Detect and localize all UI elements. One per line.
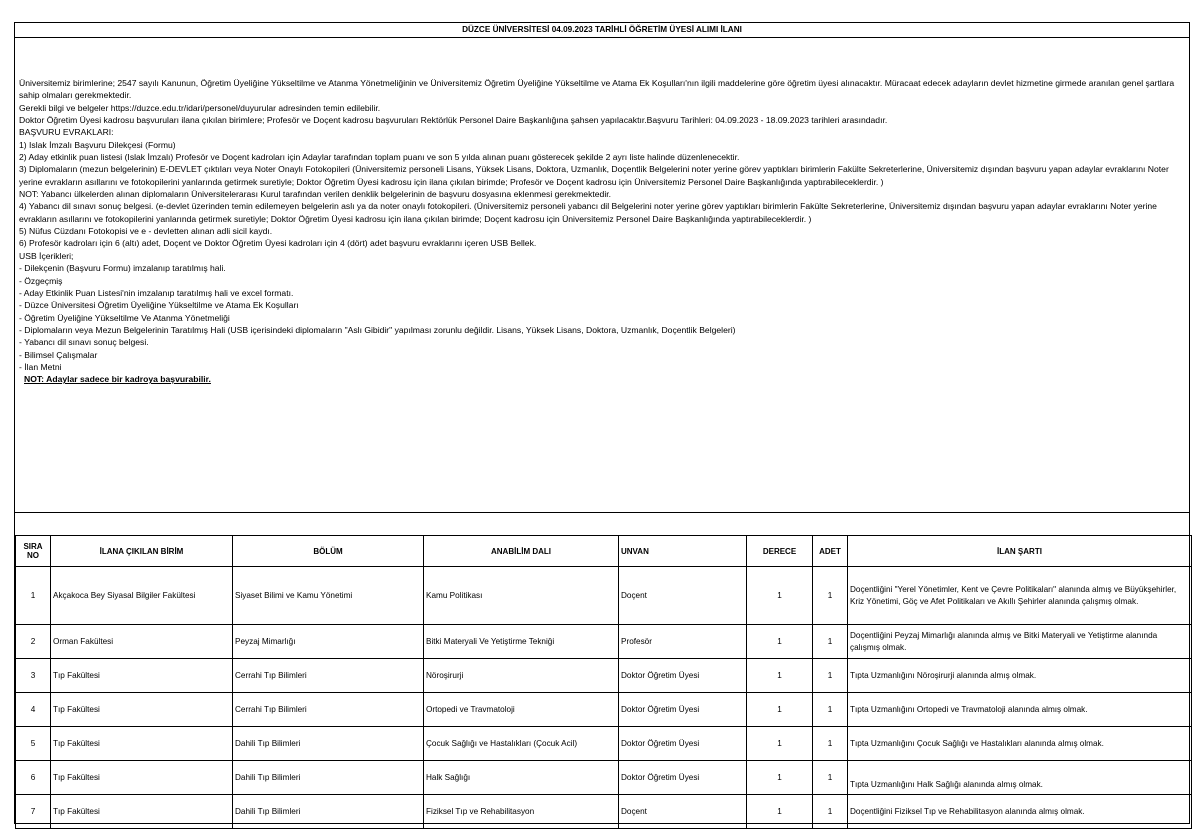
table-row (16, 727, 1192, 761)
cell-derece: 1 (747, 761, 813, 795)
header-adet: ADET (813, 536, 848, 567)
cell-adet: 1 (813, 761, 848, 795)
table-row (16, 567, 1192, 625)
cell-birim: Tıp Fakültesi (51, 659, 233, 693)
cell-unvan: Doktor Öğretim Üyesi (619, 727, 747, 761)
usb-item: - Düzce Üniversitesi Öğretim Üyeliğine Yükseltilme ve Atama Ek Koşulları (19, 300, 299, 311)
header-unvan: UNVAN (619, 536, 747, 567)
cell-birim: Tıp Fakültesi (51, 693, 233, 727)
cell-ilan-sarti: Doçentliğini Fiziksel Tıp ve Rehabilitasyon alanında almış olmak. (848, 795, 1192, 829)
usb-item: - Yabancı dil sınavı sonuç belgesi. (19, 337, 149, 348)
cell-bolum: Dahili Tıp Bilimleri (233, 727, 424, 761)
usb-item: - Dilekçenin (Başvuru Formu) imzalanıp taratılmış hali. (19, 263, 226, 274)
cell-ilan-sarti: Tıpta Uzmanlığını Çocuk Sağlığı ve Hastalıkları alanında almış olmak. (848, 727, 1192, 761)
document-item-6: 6) Profesör kadroları için 6 (altı) adet, Doçent ve Doktor Öğretim Üyesi kadroları için 4 (dört) adet başvuru evraklarını içeren USB Bellek. (19, 238, 537, 249)
cell-unvan: Doçent (619, 567, 747, 625)
usb-item: - Özgeçmiş (19, 275, 63, 286)
cell-birim: Tıp Fakültesi (51, 795, 233, 829)
cell-birim: Tıp Fakültesi (51, 761, 233, 795)
table-row (16, 693, 1192, 727)
document-item-2: 2) Aday etkinlik puan listesi (Islak İmzalı) Profesör ve Doçent kadroları için Adaylar tarafından toplam puanı ve son 5 yılda alınan puanı gösterecek şekilde 2 ayrı liste halinde düzenlenecektir. (19, 152, 740, 163)
cell-sira: 1 (16, 567, 51, 625)
header-derece: DERECE (747, 536, 813, 567)
document-item-4: 4) Yabancı dil sınavı sonuç belgesi. (e-devlet üzerinden temin edilemeyen belgelerin aslı ya da noter onaylı fotokopileri. (Üniversitemiz personeli yabancı dil Belgelerini noter yerine görev yaptıkları birimlerin Fakülte Sekreterlerine, Üniversitemiz dışından başvuru yapan adaylar evraklarını Noter yerine evrakların asıllarını ve fotokopilerini yanlarında getirmek suretiyle; Doktor Öğretim Üyesi kadrosu için ilana çıkılan birimde; Doçent kadrosu için Üniversitemiz Personel Daire Başkanlığında yaptırabileceklerdir. ) (19, 201, 1157, 224)
usb-item: - Bilimsel Çalışmalar (19, 349, 98, 360)
usb-contents-heading: USB İçerikleri; (19, 250, 74, 261)
cell-anabilim: Bitki Materyali Ve Yetiştirme Tekniği (424, 625, 619, 659)
cell-ilan-sarti: Doçentliğini "Yerel Yönetimler, Kent ve Çevre Politikaları" alanında almış ve Büyükşehirler, Kriz Yönetimi, Göç ve Afet Politikaları ve Akıllı Şehirler alanında çalışmış olmak. (848, 567, 1192, 625)
positions-table (15, 535, 1192, 829)
cell-unvan: Doktor Öğretim Üyesi (619, 693, 747, 727)
cell-bolum: Dahili Tıp Bilimleri (233, 795, 424, 829)
cell-adet: 1 (813, 693, 848, 727)
cell-adet: 1 (813, 659, 848, 693)
cell-derece: 1 (747, 659, 813, 693)
cell-sira: 4 (16, 693, 51, 727)
table-row (16, 625, 1192, 659)
cell-derece: 1 (747, 625, 813, 659)
cell-adet: 1 (813, 625, 848, 659)
paragraph-application-dates: Doktor Öğretim Üyesi kadrosu başvuruları ilana çıkılan birimlere; Profesör ve Doçent kadrosu başvuruları Rektörlük Personel Daire Başkanlığına şahsen yapılacaktır.Başvuru Tarihleri: 04.09.2023 - 18.09.2023 tarihleri arasındadır. (19, 115, 888, 126)
cell-sira: 7 (16, 795, 51, 829)
announcement-sheet (14, 22, 1190, 824)
table-row (16, 659, 1192, 693)
cell-derece: 1 (747, 727, 813, 761)
cell-anabilim: Nöroşirurji (424, 659, 619, 693)
usb-item: - Diplomaların veya Mezun Belgelerinin Taratılmış Hali (USB içerisindeki diplomaların "Aslı Gibidir" yapılması zorunlu değildir. Lisans, Yüksek Lisans, Doktora, Uzmanlık, Doçentlik Belgeleri) (19, 324, 736, 335)
cell-ilan-sarti: Tıpta Uzmanlığını Halk Sağlığı alanında almış olmak. (848, 761, 1192, 795)
cell-anabilim: Çocuk Sağlığı ve Hastalıkları (Çocuk Acil) (424, 727, 619, 761)
header-sira-no: SIRA NO (16, 536, 51, 567)
table-header-row (16, 536, 1192, 567)
cell-derece: 1 (747, 795, 813, 829)
cell-sira: 5 (16, 727, 51, 761)
cell-sira: 3 (16, 659, 51, 693)
cell-sira: 6 (16, 761, 51, 795)
cell-birim: Akçakoca Bey Siyasal Bilgiler Fakültesi (51, 567, 233, 625)
cell-anabilim: Halk Sağlığı (424, 761, 619, 795)
cell-ilan-sarti: Tıpta Uzmanlığını Ortopedi ve Travmatoloji alanında almış olmak. (848, 693, 1192, 727)
announcement-body (19, 77, 1183, 386)
header-birim: İLANA ÇIKILAN BİRİM (51, 536, 233, 567)
cell-ilan-sarti: Doçentliğini Peyzaj Mimarlığı alanında almış ve Bitki Materyali ve Yetiştirme alanında çalışmış olmak. (848, 625, 1192, 659)
cell-unvan: Doktor Öğretim Üyesi (619, 761, 747, 795)
cell-anabilim: Ortopedi ve Travmatoloji (424, 693, 619, 727)
cell-derece: 1 (747, 567, 813, 625)
table-row (16, 761, 1192, 795)
header-anabilim: ANABİLİM DALI (424, 536, 619, 567)
cell-unvan: Profesör (619, 625, 747, 659)
documents-heading: BAŞVURU EVRAKLARI: (19, 127, 114, 138)
header-bolum: BÖLÜM (233, 536, 424, 567)
header-ilan-sarti: İLAN ŞARTI (848, 536, 1192, 567)
note-foreign-diplomas: NOT: Yabancı ülkelerden alınan diplomaların Üniversitelerarası Kurul tarafından verilen denklik belgelerinin de başvuru dosyasına eklenmesi gerekmektedir. (19, 189, 612, 200)
document-item-5: 5) Nüfus Cüzdanı Fotokopisi ve e - devletten alınan adli sicil kaydı. (19, 226, 273, 237)
cell-bolum: Cerrahi Tıp Bilimleri (233, 693, 424, 727)
document-item-3: 3) Diplomaların (mezun belgelerinin) E-DEVLET çıktıları veya Noter Onaylı Fotokopileri (Üniversitemiz personeli Lisans, Yüksek Lisans, Doktora, Uzmanlık, Doçentlik Belgelerini noter yerine görev yaptıkları birimlerin Fakülte Sekreterlerine, Üniversitemiz dışından başvuru yapan adaylar evraklarını Noter yerine evrakların asıllarını ve fotokopilerini yanlarında getirmek suretiyle; Doktor Öğretim Üyesi kadrosu için ilana çıkılan birimde; Profesör ve Doçent kadrosu için Üniversitemiz Personel Daire Başkanlığında yaptırabileceklerdir. ) (19, 164, 1169, 187)
final-note: NOT: Adaylar sadece bir kadroya başvurabilir. (24, 374, 211, 385)
document-item-1: 1) Islak İmzalı Başvuru Dilekçesi (Formu) (19, 139, 176, 150)
cell-birim: Orman Fakültesi (51, 625, 233, 659)
paragraph-info-link: Gerekli bilgi ve belgeler https://duzce.edu.tr/idari/personel/duyurular adresinden temin edilebilir. (19, 102, 381, 113)
cell-birim: Tıp Fakültesi (51, 727, 233, 761)
cell-anabilim: Fiziksel Tıp ve Rehabilitasyon (424, 795, 619, 829)
cell-unvan: Doktor Öğretim Üyesi (619, 659, 747, 693)
cell-bolum: Dahili Tıp Bilimleri (233, 761, 424, 795)
cell-ilan-sarti: Tıpta Uzmanlığını Nöroşirurji alanında almış olmak. (848, 659, 1192, 693)
cell-unvan: Doçent (619, 795, 747, 829)
cell-anabilim: Kamu Politikası (424, 567, 619, 625)
section-divider (15, 512, 1189, 513)
cell-derece: 1 (747, 693, 813, 727)
usb-item: - Öğretim Üyeliğine Yükseltilme Ve Atanma Yönetmeliği (19, 312, 230, 323)
usb-item: - İlan Metni (19, 361, 62, 372)
cell-bolum: Siyaset Bilimi ve Kamu Yönetimi (233, 567, 424, 625)
cell-adet: 1 (813, 567, 848, 625)
cell-bolum: Cerrahi Tıp Bilimleri (233, 659, 424, 693)
cell-bolum: Peyzaj Mimarlığı (233, 625, 424, 659)
usb-item: - Aday Etkinlik Puan Listesi'nin imzalanıp taratılmış hali ve excel formatı. (19, 287, 294, 298)
cell-adet: 1 (813, 727, 848, 761)
paragraph-intro: Üniversitemiz birimlerine; 2547 sayılı Kanunun, Öğretim Üyeliğine Yükseltilme ve Atanma Yönetmeliğinin ve Üniversitemiz Öğretim Üyeliğine Yükseltilme ve Atama Ek Koşulları'nın ilgili maddelerine göre öğretim üyesi alınacaktır. Müracaat edecek adayların devlet hizmetine girmede aranılan genel şartlara sahip olmaları gerekmektedir. (19, 78, 1175, 101)
cell-sira: 2 (16, 625, 51, 659)
cell-adet: 1 (813, 795, 848, 829)
table-row (16, 795, 1192, 829)
announcement-title: DÜZCE ÜNİVERSİTESİ 04.09.2023 TARİHLİ ÖĞRETİM ÜYESİ ALIMI İLANI (15, 23, 1189, 38)
